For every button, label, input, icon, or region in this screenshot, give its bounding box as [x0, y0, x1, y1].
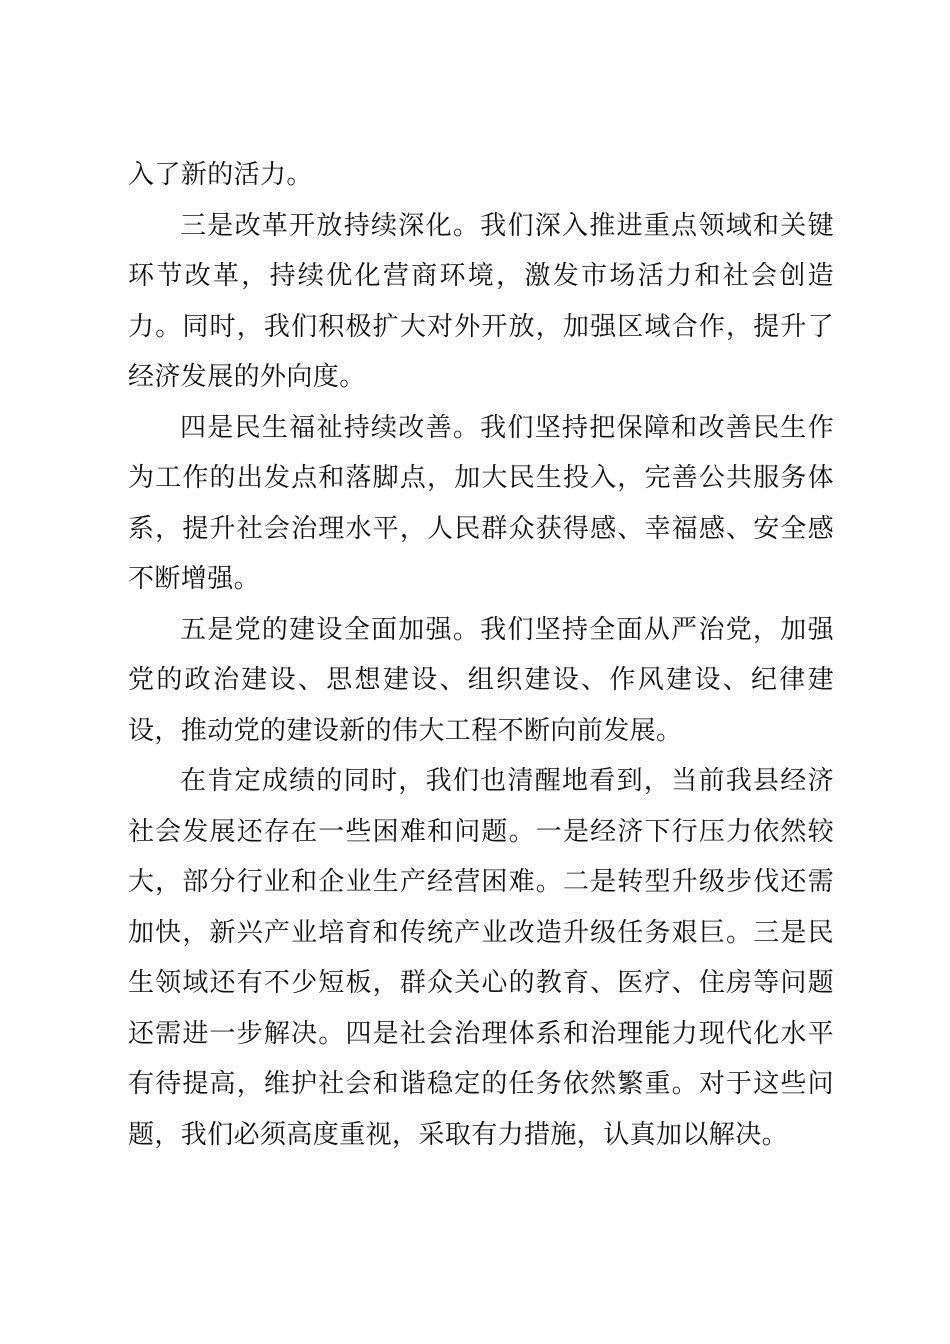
document-body: [128, 150, 834, 1160]
paragraph-continuation: 入了新的活力。: [128, 160, 313, 190]
paragraph-reform-opening: 三是改革开放持续深化。我们深入推进重点领域和关键环节改革，持续优化营商环境，激发市场活力和社会创造力。同时，我们积极扩大对外开放，加强区域合作，提升了经济发展的外向度。: [128, 210, 834, 392]
paragraph-party-building: 五是党的建设全面加强。我们坚持全面从严治党，加强党的政治建设、思想建设、组织建设、作风建设、纪律建设，推动党的建设新的伟大工程不断向前发展。: [128, 614, 834, 746]
paragraph-livelihood: 四是民生福祉持续改善。我们坚持把保障和改善民生作为工作的出发点和落脚点，加大民生投入，完善公共服务体系，提升社会治理水平，人民群众获得感、幸福感、安全感不断增强。: [128, 412, 834, 594]
paragraph-problems: 在肯定成绩的同时，我们也清醒地看到，当前我县经济社会发展还存在一些困难和问题。一是经济下行压力依然较大，部分行业和企业生产经营困难。二是转型升级步伐还需加快，新兴产业培育和传统产业改造升级任务艰巨。三是民生领域还有不少短板，群众关心的教育、医疗、住房等问题还需进一步解决。四是社会治理体系和治理能力现代化水平有待提高，维护社会和谐稳定的任务依然繁重。对于这些问题，我们必须高度重视，采取有力措施，认真加以解决。: [128, 766, 834, 1150]
